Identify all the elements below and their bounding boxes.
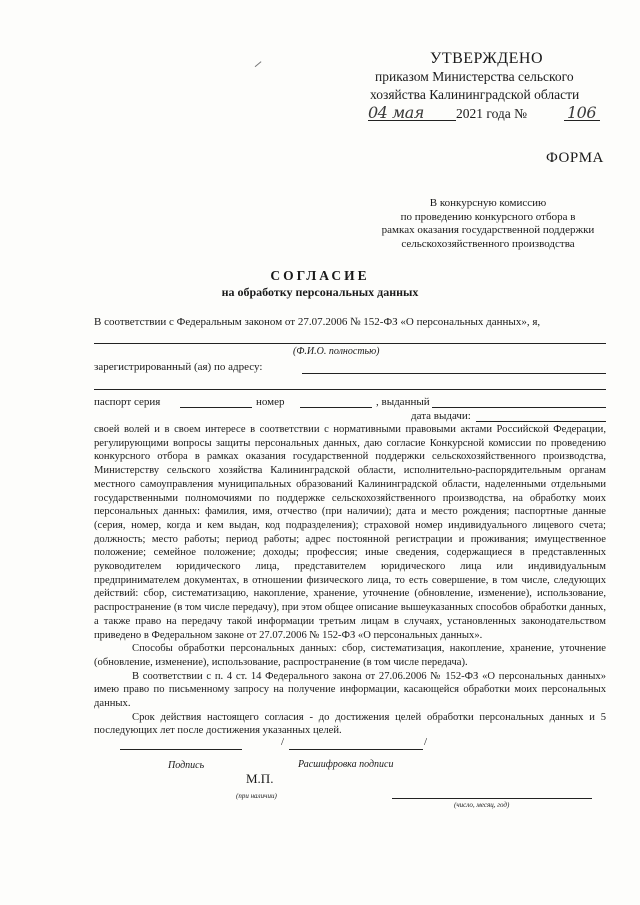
consent-body [94,423,606,738]
approval-line-1: приказом Министерства сельского [375,69,574,84]
issue-date-label: дата выдачи: [411,410,471,422]
consent-paragraph-2: Способы обработки персональных данных: сбор, систематизация, накопление, хранение, уточнение (обновление, изменение), использование, распространение (в том числе передача). [94,643,606,668]
passport-number-label: номер [256,396,285,408]
issued-by-input[interactable] [432,407,606,408]
approval-title: УТВЕРЖДЕНО [430,50,544,67]
signature-decode-input-line[interactable] [289,749,423,750]
signature-label: Подпись [168,760,205,771]
addressee-line-2: по проведению конкурсного отбора в [400,211,576,223]
form-label: ФОРМА [546,150,604,166]
passport-series-label: паспорт серия [94,396,161,408]
issued-label: , выданный [376,396,430,408]
signature-slash-close: / [424,736,428,748]
document-title: СОГЛАСИЕ [270,268,370,283]
intro-text: В соответствии с Федеральным законом от 27.07.2006 № 152-ФЗ «О персональных данных», я, [94,316,541,328]
fio-input-line[interactable] [94,343,606,344]
stamp-label: М.П. [246,771,274,786]
approval-number-underline [564,120,600,121]
addressee-line-4: сельскохозяйственного производства [401,238,575,250]
address-input-line-2[interactable] [94,389,606,390]
consent-paragraph-1: своей волей и в своем интересе в соответствии с нормативными правовыми актами Российской Федерации, регулирующими вопросы защиты персональных данных, даю согласие Конкурсной комиссии по проведению конкурсного отбора в рамках оказания государственной поддержки сельскохозяйственного производства, Министерству сельского хозяйства Калининградской области, исполнительно-распорядительным органам местного самоуправления муниципальных образований Калининградской области, наделенными отдельными государственными полномочиями по поддержке сельскохозяйственного производства, на обработку моих персональных данных: фамилия, имя, отчество (при наличии); дата и место рождения; паспортные данные (серия, номер, когда и кем выдан, код подразделения); страховой номер индивидуального лицевого счета; должность; место работы; период работы; адрес постоянной регистрации и проживания; имущественное положение; семейное положение; доходы; профессия; иные сведения, содержащиеся в представленных руководителем юридического лица, представителем юридического лица или индивидуальным предпринимателем документах, в отношении физического лица, то есть совершение, в том числе, следующих действий: сбор, систематизацию, накопление, хранение, уточнение (обновление, изменение), использование, распространение (в том числе передачу), при этом общее описание вышеуказанных способов обработки данных, а также право на передачу такой информации третьим лицам в случаях, установленных законодательством приведено в Федеральном законе от 27.07.2006 № 152-ФЗ «О персональных данных». [94,424,606,641]
signature-input-line[interactable] [120,749,242,750]
issue-date-input[interactable] [476,421,606,422]
addressee-line-1: В конкурсную комиссию [429,197,547,209]
addressee-line-3: рамках оказания государственной поддержки [381,224,595,236]
approval-year-text: 2021 года № [456,106,528,121]
approval-number-handwritten: 106 [567,103,597,122]
passport-series-input[interactable] [180,407,252,408]
signature-slash-open: / [281,736,285,748]
date-input-line[interactable] [392,798,592,799]
fio-hint: (Ф.И.О. полностью) [293,346,380,357]
stamp-hint: (при наличии) [236,792,277,800]
date-hint: (число, месяц, год) [454,801,510,809]
approval-date-underline [368,120,456,121]
stray-pen-mark [255,61,266,72]
document-subtitle: на обработку персональных данных [221,285,419,299]
consent-paragraph-3: В соответствии с п. 4 ст. 14 Федерального закона от 27.06.2006 № 152-ФЗ «О персональных данных» имею право по письменному запросу на получение информации, касающейся обработки моих персональных данных. [94,670,606,710]
signature-decode-label: Расшифровка подписи [298,759,394,770]
approval-date-handwritten: 04 мая [368,103,424,122]
address-input-line-1[interactable] [302,373,606,374]
registered-label: зарегистрированный (ая) по адресу: [94,361,263,373]
passport-number-input[interactable] [300,407,372,408]
approval-line-2: хозяйства Калининградской области [370,87,580,102]
consent-paragraph-4: Срок действия настоящего согласия - до достижения целей обработки персональных данных и 5 последующих лет после достижения указанных целей. [94,711,606,737]
